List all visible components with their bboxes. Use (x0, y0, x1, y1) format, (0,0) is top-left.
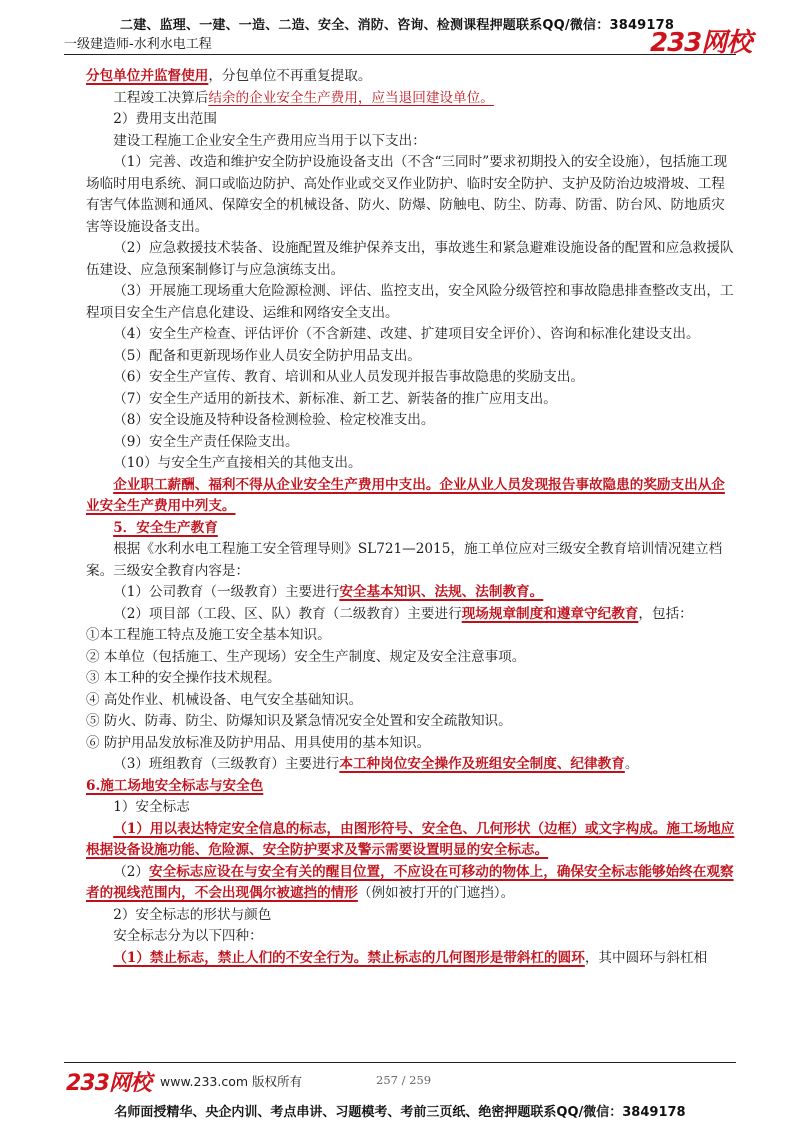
section-heading (86, 518, 738, 540)
list-item: ④ 高处作业、机械设备、电气安全基础知识。 (86, 691, 363, 708)
highlight-text: 现场规章制度和遵章守纪教育 (461, 605, 639, 622)
body-text: 工程竣工决算后 (113, 89, 209, 106)
section-subheading: 1）安全标志 (113, 799, 190, 815)
list-item: ⑤ 防火、防毒、防尘、防爆知识及紧急情况安全处置和安全疏散知识。 (86, 713, 512, 729)
list-item: （2）应急救援技术装备、设施配置及维护保养支出，事故逃生和紧急避难设施设备的配置和应急救援队伍建设、应急预案制修订与应急演练支出。 (86, 240, 734, 278)
highlight-text: 分包单位并监督使用 (86, 68, 209, 84)
list-item (86, 604, 738, 626)
body-text: 。 (624, 756, 639, 772)
paragraph (86, 948, 738, 970)
body-text: ，包括： (638, 605, 693, 622)
body-text: （2）项目部（工段、区、队）教育（二级教育）主要进行 (113, 605, 462, 622)
highlight-text: 本工种岗位安全操作及班组安全制度、纪律教育 (339, 756, 625, 772)
body-text: （3）班组教育（三级教育）主要进行 (113, 756, 340, 772)
highlight-paragraph (86, 819, 738, 862)
highlight-text: 安全基本知识、法规、法制教育。 (339, 584, 544, 600)
list-item: （5）配备和更新现场作业人员安全防护用品支出。 (113, 347, 421, 364)
highlight-text: 6.施工场地安全标志与安全色 (86, 777, 264, 794)
paragraph: 建设工程施工企业安全生产费用应当用于以下支出： (113, 132, 426, 149)
footer-site-copyright: www.233.com 版权所有 (160, 1074, 302, 1089)
highlight-text: 安全标志应设在与安全有关的醒目位置，不应设在可移动的物体上，确保安全标志能够始终在观察者的视线范围内，不会出现偶尔被遮挡的情形 (86, 863, 734, 901)
list-item: ② 本单位（包括施工、生产现场）安全生产制度、规定及安全注意事项。 (86, 648, 526, 665)
list-item: （6）安全生产宣传、教育、培训和从业人员发现并报告事故隐患的奖励支出。 (113, 369, 585, 385)
list-item: ⑥ 防护用品发放标准及防护用品、用具使用的基本知识。 (86, 734, 431, 751)
list-item: （7）安全生产适用的新技术、新标准、新工艺、新装备的推广应用支出。 (113, 390, 557, 407)
highlight-text: （1）用以表达特定安全信息的标志，由图形符号、安全色、几何形状（边框）或文字构成。施工场地应根据设备设施功能、危险源、安全防护要求及警示需要设置明显的安全标志。 (86, 820, 735, 858)
list-item (86, 754, 738, 776)
body-text: （1）公司教育（一级教育）主要进行 (113, 584, 340, 600)
list-item: ①本工程施工特点及施工安全基本知识。 (86, 627, 331, 643)
highlight-text: 企业职工薪酬、福利不得从企业安全生产费用中支出。企业从业人员发现报告事故隐患的奖励支出从企业安全生产费用中列支。 (86, 476, 725, 514)
header-divider (64, 54, 736, 55)
body-text: （2） (113, 863, 150, 880)
list-item: （8）安全设施及特种设备检测检验、检定校准支出。 (113, 412, 435, 428)
highlight-text: 结余的企业安全生产费用，应当退回建设单位。 (208, 89, 494, 106)
section-heading (86, 776, 738, 798)
highlight-paragraph (86, 475, 738, 518)
list-item: ③ 本工种的安全操作技术规程。 (86, 670, 281, 686)
list-item: （9）安全生产责任保险支出。 (113, 433, 299, 450)
paragraph (86, 88, 738, 110)
header-logo: 233网校 (650, 28, 752, 58)
list-item: （4）安全生产检查、评估评价（不含新建、改建、扩建项目安全评价）、咨询和标准化建设支出。 (113, 326, 700, 342)
section-subheading: 2）安全标志的形状与颜色 (113, 906, 272, 923)
body-text: ，其中圆环与斜杠相 (584, 949, 708, 966)
paragraph: 安全标志分为以下四种： (113, 928, 263, 944)
body-text: ，分包单位不再重复提取。 (208, 68, 372, 84)
list-item: （3）开展施工现场重大危险源检测、评估、监控支出，安全风险分级管控和事故隐患排查整改支出，工程项目安全生产信息化建设、运维和网络安全支出。 (86, 283, 734, 321)
footer-divider (64, 1062, 736, 1063)
list-item: （1）完善、改造和维护安全防护设施设备支出（不含“三同时”要求初期投入的安全设施），包括施工现场临时用电系统、洞口或临边防护、高处作业或交叉作业防护、临时安全防护、支护及防治边坡滑坡、工程有害气体监测和通风、保障安全的机械设备、防火、防爆、防触电、防尘、防毒、防雷、防台风、防地质灾害等设施设备支出。 (86, 154, 728, 235)
header-contact-line: 二建、监理、一建、一造、二造、安全、消防、咨询、检测课程押题联系QQ/微信：3849178 (120, 18, 675, 33)
list-item: （10）与安全生产直接相关的其他支出。 (113, 455, 362, 471)
body-text: （例如被打开的门遮挡）。 (357, 885, 515, 901)
footer-contact-line: 名师面授精华、央企内训、考点串讲、习题模考、考前三页纸、绝密押题联系QQ/微信：3849178 (114, 1105, 686, 1120)
paragraph (86, 862, 738, 905)
highlight-text: 5．安全生产教育 (113, 519, 218, 536)
page-number: 257 / 259 (376, 1073, 432, 1087)
footer-logo: 233网校 (66, 1071, 151, 1096)
paragraph: 根据《水利水电工程施工安全管理导则》SL721—2015，施工单位应对三级安全教育培训情况建立档案。三级安全教育内容是： (86, 541, 723, 579)
header-subtitle: 一级建造师-水利水电工程 (64, 37, 212, 52)
list-item (86, 582, 738, 604)
page-body (86, 66, 738, 969)
highlight-text: （1）禁止标志，禁止人们的不安全行为。禁止标志的几何图形是带斜杠的圆环 (113, 949, 585, 966)
section-subheading: 2）费用支出范围 (113, 111, 217, 127)
paragraph (86, 66, 738, 88)
